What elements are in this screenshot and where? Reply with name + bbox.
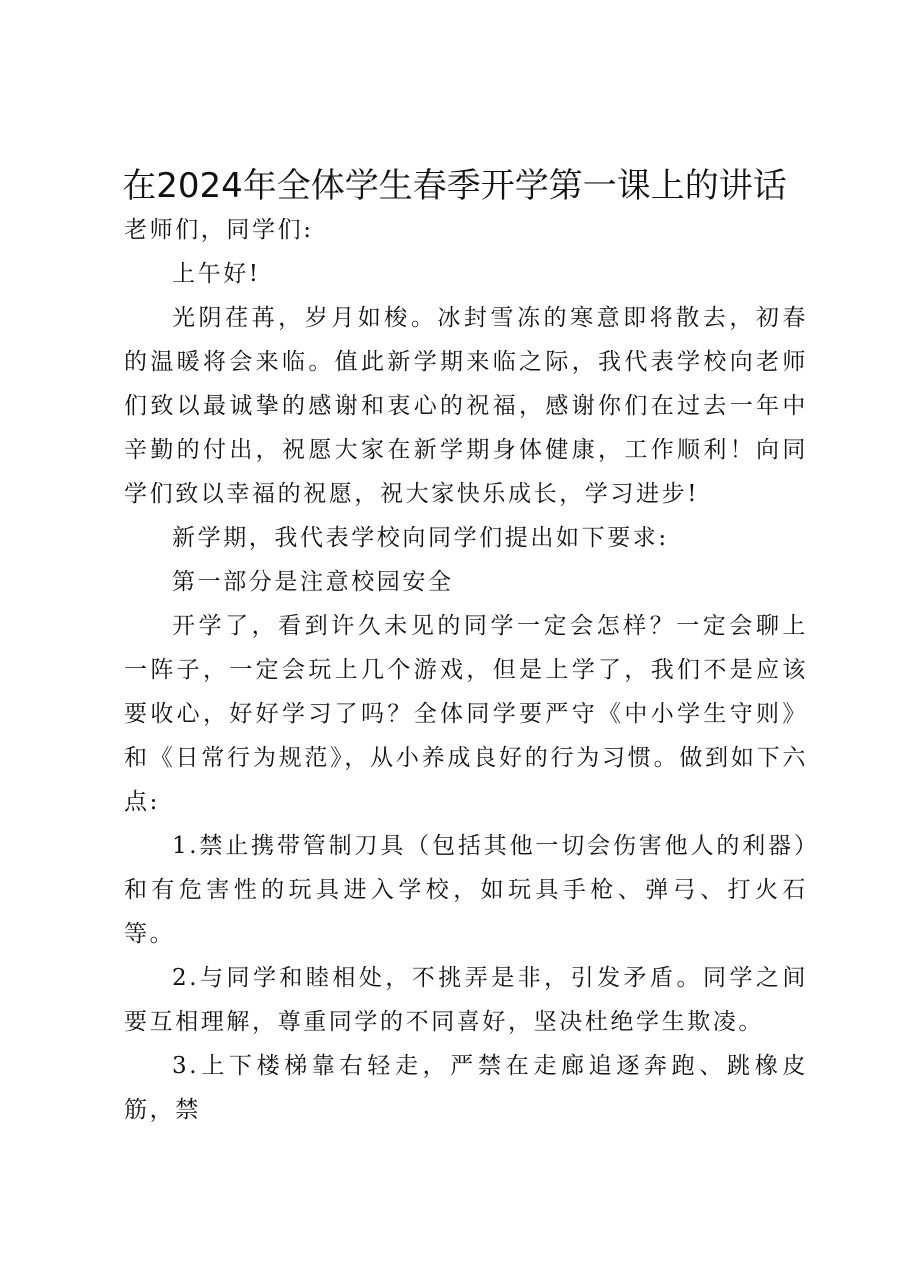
opening-paragraph: 光阴荏苒，岁月如梭。冰封雪冻的寒意即将散去，初春的温暖将会来临。值此新学期来临之际，我代表学校向老师们致以最诚挚的感谢和衷心的祝福，感谢你们在过去一年中辛勤的付出，祝愿大家在新学期身体健康，工作顺利！向同学们致以幸福的祝愿，祝大家快乐成长，学习进步! (124, 305, 808, 507)
section-heading-campus-safety: 第一部分是注意校园安全 (172, 569, 454, 595)
rule-item-1: 1.禁止携带管制刀具（包括其他一切会伤害他人的利器）和有危害性的玩具进入学校，如玩具手枪、弹弓、打火石等。 (124, 833, 808, 947)
rule-item-2: 2.与同学和睦相处，不挑弄是非，引发矛盾。同学之间要互相理解，尊重同学的不同喜好，坚决杜绝学生欺凌。 (124, 965, 808, 1035)
document-body (124, 208, 808, 1132)
salutation: 老师们，同学们: (124, 217, 314, 243)
requirements-intro: 新学期，我代表学校向同学们提出如下要求: (172, 525, 669, 551)
campus-safety-paragraph: 开学了，看到许久未见的同学一定会怎样？一定会聊上一阵子，一定会玩上几个游戏，但是上学了，我们不是应该要收心，好好学习了吗？全体同学要严守《中小学生守则》和《日常行为规范》，从小养成良好的行为习惯。做到如下六点: (124, 613, 808, 815)
rule-item-3: 3.上下楼梯靠右轻走，严禁在走廊追逐奔跑、跳橡皮筋，禁 (124, 1053, 808, 1123)
document-title: 在2024年全体学生春季开学第一课上的讲话 (122, 166, 787, 206)
greeting: 上午好! (172, 261, 261, 287)
